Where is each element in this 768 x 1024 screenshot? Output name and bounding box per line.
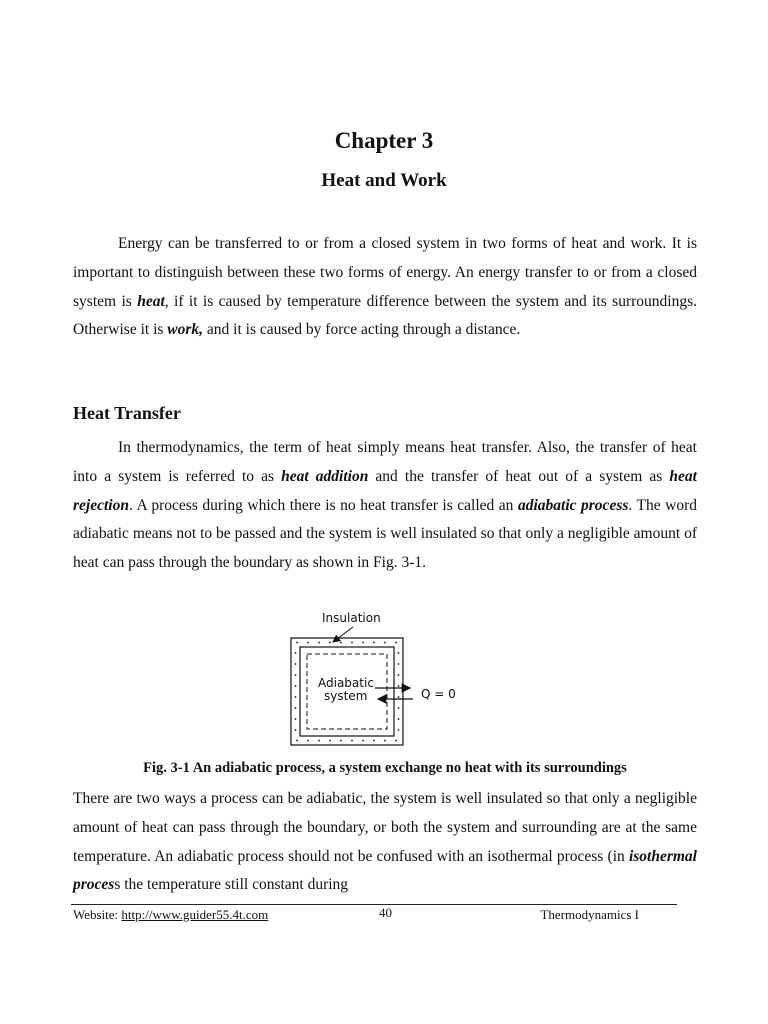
- insulation-dot: [398, 652, 400, 654]
- adiabatic-system-figure: [283, 607, 483, 752]
- footer-website: [73, 907, 268, 923]
- intro-term-work: work,: [167, 321, 204, 339]
- insulation-pointer-arrow: [333, 627, 353, 642]
- insulation-dot: [340, 642, 342, 644]
- insulation-dot: [318, 740, 320, 742]
- insulation-dot: [296, 642, 298, 644]
- insulation-dot: [373, 740, 375, 742]
- heat-text-2: and the transfer of heat out of a system as: [368, 467, 670, 485]
- term-adiabatic-process: adiabatic process: [517, 496, 629, 514]
- heat-transfer-zero-label: Q = 0: [421, 687, 456, 701]
- insulation-dot: [329, 642, 331, 644]
- insulation-dot: [398, 696, 400, 698]
- insulation-dot: [384, 740, 386, 742]
- figure-caption: Fig. 3-1 An adiabatic process, a system exchange no heat with its surroundings: [143, 760, 627, 776]
- insulation-dot: [398, 663, 400, 665]
- insulation-dot: [384, 642, 386, 644]
- term-heat-addition: heat addition: [281, 467, 369, 485]
- insulation-dot: [362, 740, 364, 742]
- page-footer: [71, 905, 677, 925]
- insulation-dot: [295, 707, 297, 709]
- insulation-dot: [395, 642, 397, 644]
- insulation-label: Insulation: [322, 611, 381, 625]
- insulation-dot: [398, 718, 400, 720]
- insulation-dot: [398, 707, 400, 709]
- insulation-dot: [351, 642, 353, 644]
- intro-text-3: and it is caused by force acting through a distance.: [203, 321, 521, 339]
- insulation-dot: [329, 740, 331, 742]
- term-heat-rejection: heat rejection: [73, 467, 697, 514]
- insulation-dot: [295, 729, 297, 731]
- page-number: 40: [379, 905, 392, 920]
- insulation-dot: [295, 696, 297, 698]
- adiabatic-system-diagram: [283, 607, 483, 752]
- chapter-title: Chapter 3: [334, 128, 434, 153]
- insulation-dot: [295, 718, 297, 720]
- insulation-dot: [398, 674, 400, 676]
- insulation-dot: [395, 740, 397, 742]
- insulation-dot: [307, 642, 309, 644]
- intro-text-1: Energy can be transferred to or from a closed system in two forms of heat and work. It is important to distinguish between these two forms of energy. An energy transfer to or from a closed system is: [73, 235, 697, 310]
- intro-text-2: , if it is caused by temperature difference between the system and its surroundings. Otherwise it is: [73, 292, 697, 339]
- adiabatic-ways-paragraph: [73, 785, 697, 900]
- after-text-2: s the temperature still constant during: [114, 876, 349, 894]
- heat-text-3: . A process during which there is no heat transfer is called an: [128, 496, 518, 514]
- insulation-dot: [362, 642, 364, 644]
- footer-website-link[interactable]: http://www.guider55.4t.com: [121, 907, 269, 922]
- insulation-dot: [398, 729, 400, 731]
- insulation-dot: [295, 685, 297, 687]
- insulation-dot: [295, 663, 297, 665]
- heat-transfer-paragraph: [73, 434, 697, 578]
- heat-text-4: . The word adiabatic means not to be passed and the system is well insulated so that only a negligible amount of heat can pass through the boundary as shown in Fig. 3-1.: [73, 496, 697, 572]
- intro-term-heat: heat: [137, 292, 165, 310]
- chapter-subtitle: Heat and Work: [321, 170, 447, 191]
- insulation-dot: [296, 740, 298, 742]
- insulation-dot: [351, 740, 353, 742]
- insulation-dot: [373, 642, 375, 644]
- insulation-dot: [318, 642, 320, 644]
- after-text-1: There are two ways a process can be adiabatic, the system is well insulated so that only a negligible amount of heat can pass through the boundary, or both the system and surrounding are at the same temperature. An adiabatic process should not be confused with an isothermal process (in: [73, 790, 697, 865]
- section-heading-heat-transfer: Heat Transfer: [73, 403, 181, 423]
- heat-text-1: In thermodynamics, the term of heat simply means heat transfer. Also, the transfer of heat into a system is referred to as: [73, 439, 697, 485]
- term-isothermal-process: isothermal proces: [73, 847, 697, 894]
- footer-website-label: Website:: [73, 907, 122, 922]
- insulation-dot: [307, 740, 309, 742]
- intro-paragraph: [73, 230, 697, 345]
- footer-book-title: Thermodynamics I: [540, 907, 639, 922]
- insulation-dot: [340, 740, 342, 742]
- insulation-dot: [398, 685, 400, 687]
- insulation-dot: [295, 652, 297, 654]
- system-label-line2: system: [324, 689, 368, 703]
- system-label-line1: Adiabatic: [318, 676, 374, 690]
- insulation-dot: [295, 674, 297, 676]
